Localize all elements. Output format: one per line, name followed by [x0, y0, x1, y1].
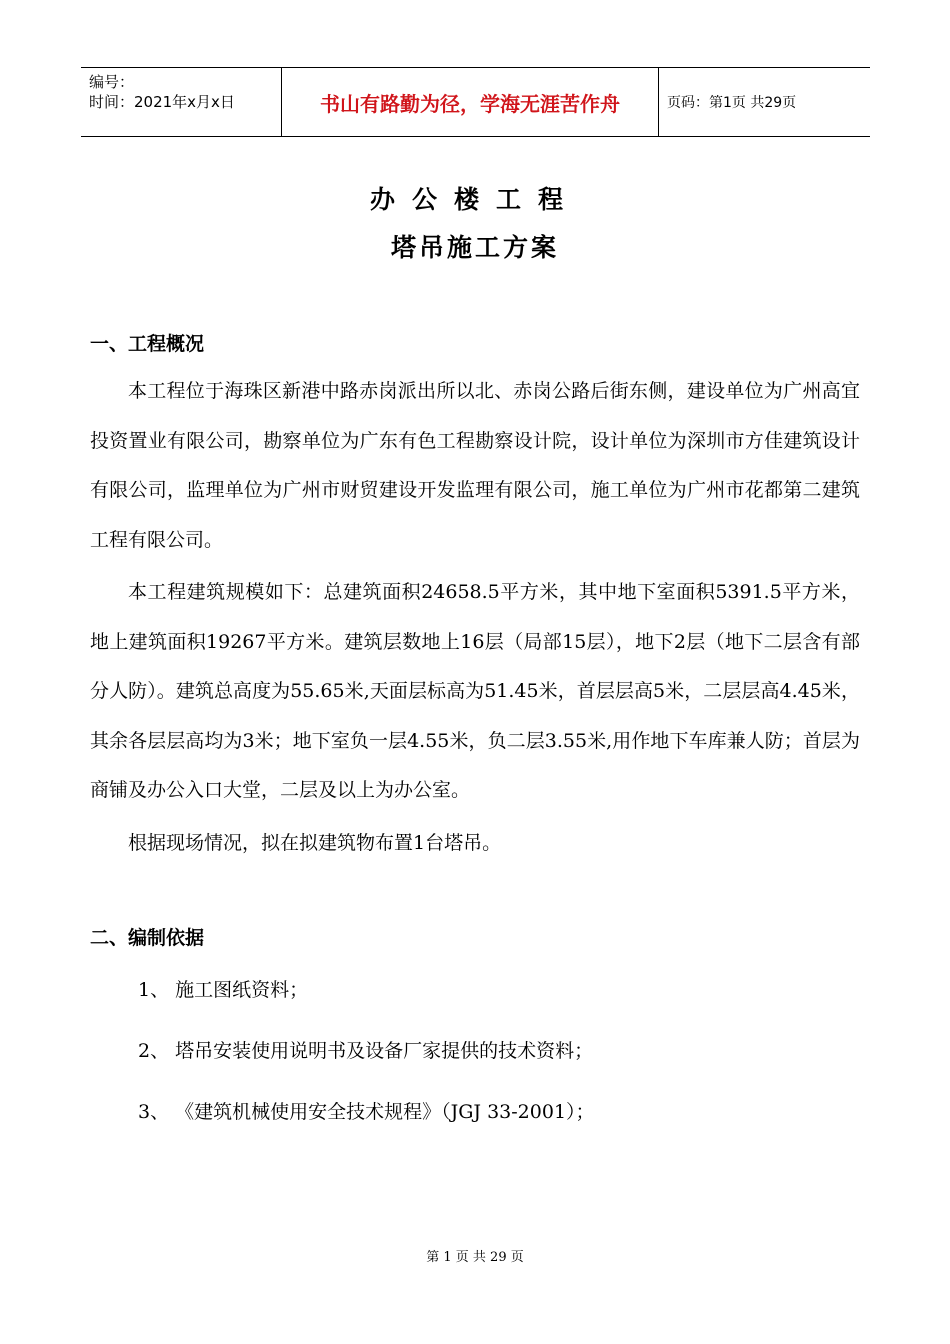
section-heading-basis: 二、编制依据 — [90, 927, 205, 949]
section-heading-overview: 一、工程概况 — [90, 333, 205, 355]
document-header — [81, 67, 870, 137]
header-page-info: 页码：第1页 共29页 — [667, 95, 797, 111]
header-number: 编号： — [89, 73, 135, 91]
header-meta — [81, 68, 281, 136]
document-title-line1: 办公楼工程 — [369, 185, 580, 214]
list-item: 2、 塔吊安装使用说明书及设备厂家提供的技术资料； — [138, 1040, 594, 1062]
header-motto: 书山有路勤为径，学海无涯苦作舟 — [281, 68, 659, 136]
document-title-line2: 塔吊施工方案 — [390, 233, 559, 262]
paragraph: 本工程建筑规模如下：总建筑面积24658.5平方米，其中地下室面积5391.5平方米，地上建筑面积19267平方米。建筑层数地上16层（局部15层），地下2层（地下二层含有部分人防）。建筑总高度为55.65米,天面层标高为51.45米，首层层高5米，二层层高4.45米，其余各层层高均为3米；地下室负一层4.55米，负二层3.55米,用作地下车库兼人防；首层为商铺及办公入口大堂，二层及以上为办公室。 — [90, 581, 860, 801]
header-date: 时间：2021年x月x日 — [89, 93, 235, 111]
list-item: 1、 施工图纸资料； — [138, 979, 309, 1001]
document-body — [90, 324, 860, 1124]
page-footer: 第 1 页 共 29 页 — [426, 1250, 524, 1265]
paragraph: 根据现场情况，拟在拟建筑物布置1台塔吊。 — [128, 831, 502, 854]
paragraph: 本工程位于海珠区新港中路赤岗派出所以北、赤岗公路后街东侧，建设单位为广州高宜投资置业有限公司，勘察单位为广东有色工程勘察设计院，设计单位为深圳市方佳建筑设计有限公司，监理单位为广州市财贸建设开发监理有限公司，施工单位为广州市花都第二建筑工程有限公司。 — [90, 380, 860, 551]
list-item: 3、 《建筑机械使用安全技术规程》（JGJ 33-2001）； — [138, 1101, 595, 1123]
